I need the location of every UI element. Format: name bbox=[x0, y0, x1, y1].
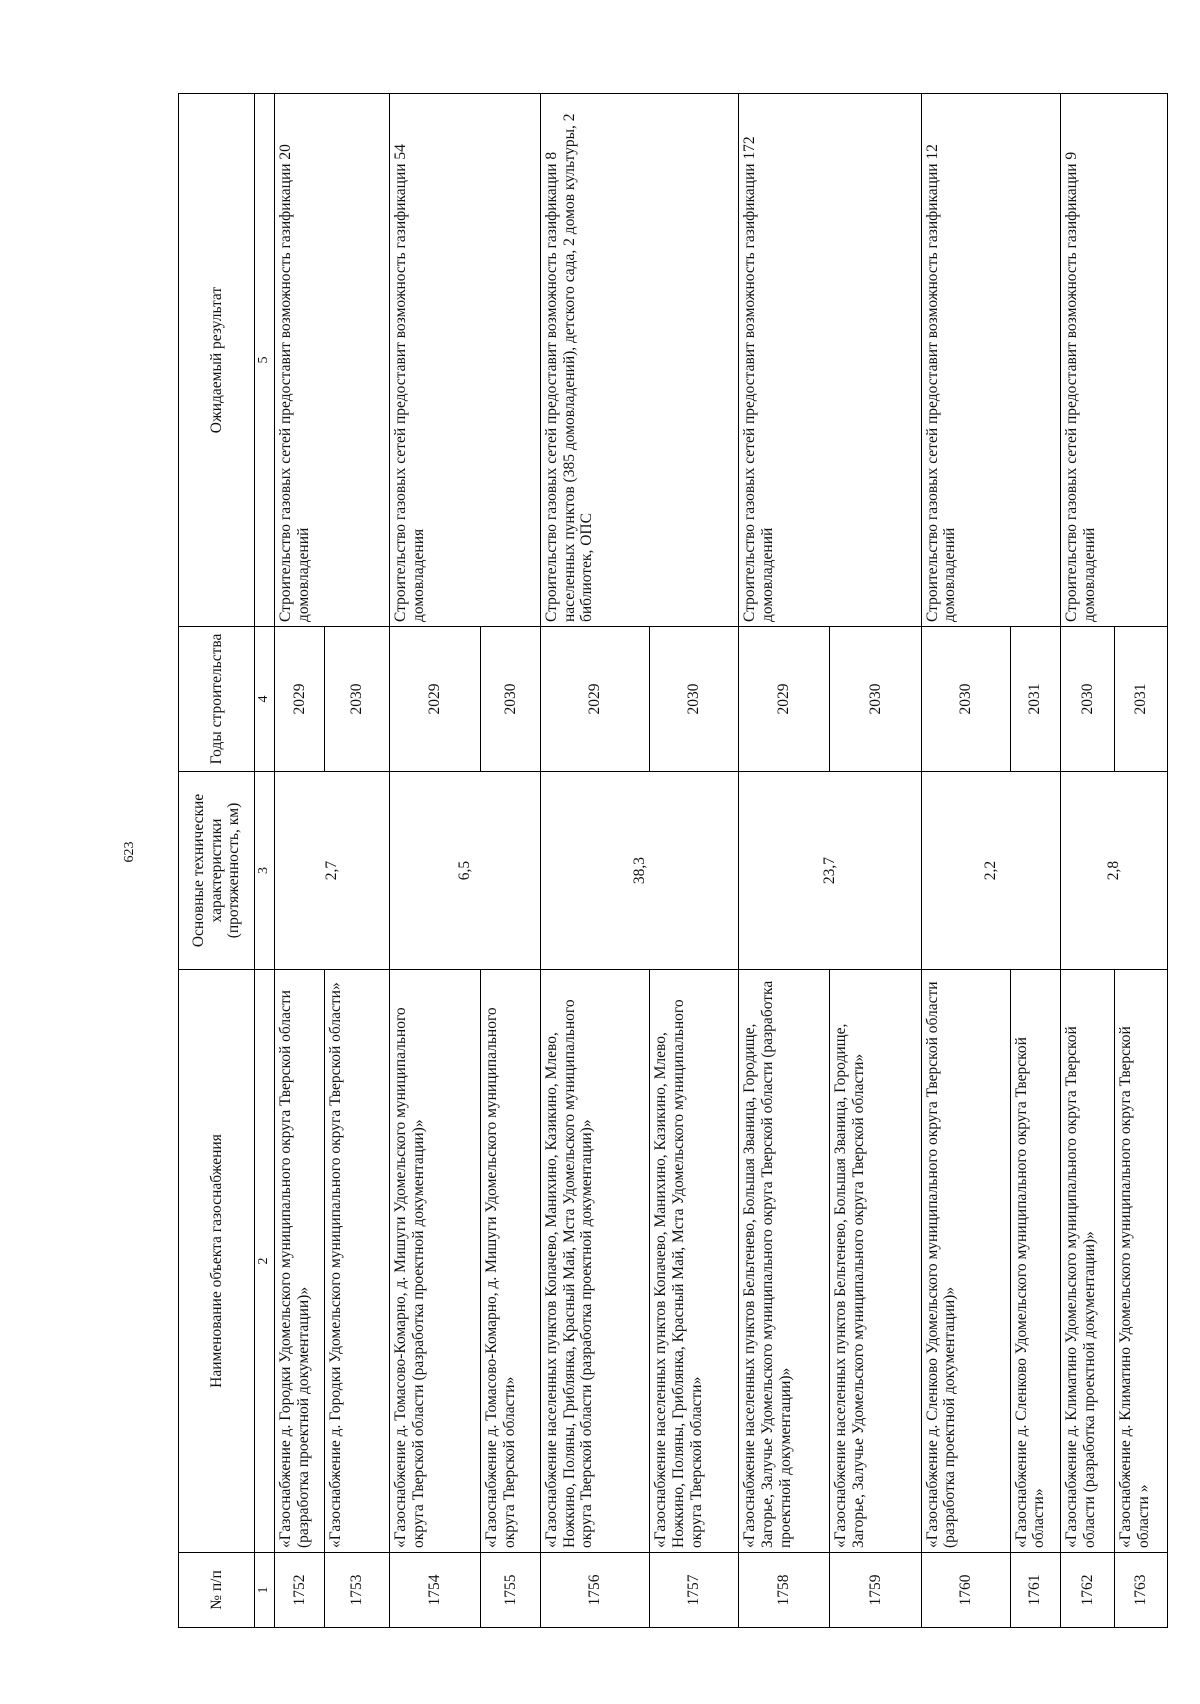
construction-year: 2030 bbox=[921, 627, 1010, 772]
column-number: 2 bbox=[255, 970, 275, 1553]
header-object-name: Наименование объекта газоснабжения bbox=[179, 970, 255, 1553]
length-value: 2,2 bbox=[921, 772, 1060, 970]
row-number: 1760 bbox=[921, 1553, 1010, 1628]
gasification-table bbox=[178, 93, 1168, 1628]
construction-year: 2029 bbox=[275, 627, 325, 772]
length-value: 38,3 bbox=[540, 772, 738, 970]
object-name: «Газоснабжение населенных пунктов Бельтенево, Большая Званица, Городище, Загорье, Залучье Удомельского муниципального округа Тверской области (разработка проектной документации)» bbox=[739, 970, 830, 1553]
column-number-row bbox=[255, 94, 275, 1628]
row-number: 1755 bbox=[481, 1553, 540, 1628]
table-row bbox=[739, 94, 830, 1628]
row-number: 1756 bbox=[540, 1553, 649, 1628]
construction-year: 2030 bbox=[650, 627, 739, 772]
construction-year: 2030 bbox=[830, 627, 921, 772]
object-name: «Газоснабжение д. Городки Удомельского муниципального округа Тверской области» bbox=[325, 970, 390, 1553]
length-value: 23,7 bbox=[739, 772, 921, 970]
expected-result: Строительство газовых сетей предоставит возможность газификации 12 домовладений bbox=[921, 94, 1060, 627]
object-name: «Газоснабжение д. Томасово-Комарно, д. Мишуги Удомельского муниципального округа Тверской области» bbox=[481, 970, 540, 1553]
construction-year: 2030 bbox=[325, 627, 390, 772]
row-number: 1763 bbox=[1115, 1553, 1168, 1628]
object-name: «Газоснабжение д. Сленково Удомельского муниципального округа Тверской области» bbox=[1010, 970, 1060, 1553]
construction-year: 2030 bbox=[1060, 627, 1115, 772]
header-years: Годы строительства bbox=[179, 627, 255, 772]
object-name: «Газоснабжение д. Климатино Удомельского муниципального округа Тверской области (разработка проектной документации)» bbox=[1060, 970, 1115, 1553]
expected-result: Строительство газовых сетей предоставит возможность газификации 8 населенных пунктов (385 домовладений), детского сада, 2 домов культуры, 2 библиотек, ОПС bbox=[540, 94, 738, 627]
row-number: 1757 bbox=[650, 1553, 739, 1628]
construction-year: 2031 bbox=[1115, 627, 1168, 772]
object-name: «Газоснабжение населенных пунктов Копачево, Манихино, Казикино, Млево, Ножкино, Поляны, Гриблянка, Красный Май, Мста Удомельского муниципального округа Тверской области» bbox=[650, 970, 739, 1553]
length-value: 2,7 bbox=[275, 772, 390, 970]
expected-result: Строительство газовых сетей предоставит возможность газификации 20 домовладений bbox=[275, 94, 390, 627]
object-name: «Газоснабжение д. Томасово-Комарно, д. Мишуги Удомельского муниципального округа Тверской области (разработка проектной документации)» bbox=[390, 970, 481, 1553]
construction-year: 2031 bbox=[1010, 627, 1060, 772]
page-number-text: 623 bbox=[122, 841, 137, 863]
header-result: Ожидаемый результат bbox=[179, 94, 255, 627]
row-number: 1759 bbox=[830, 1553, 921, 1628]
length-value: 2,8 bbox=[1060, 772, 1167, 970]
table-row bbox=[921, 94, 1010, 1628]
column-number: 1 bbox=[255, 1553, 275, 1628]
row-number: 1758 bbox=[739, 1553, 830, 1628]
construction-year: 2029 bbox=[540, 627, 649, 772]
header-row bbox=[179, 94, 255, 1628]
construction-year: 2030 bbox=[481, 627, 540, 772]
object-name: «Газоснабжение д. Климатино Удомельского муниципального округа Тверской области » bbox=[1115, 970, 1168, 1553]
row-number: 1762 bbox=[1060, 1553, 1115, 1628]
expected-result: Строительство газовых сетей предоставит возможность газификации 9 домовладений bbox=[1060, 94, 1167, 627]
table-row bbox=[540, 94, 649, 1628]
table-row bbox=[1060, 94, 1115, 1628]
header-number: № п/п bbox=[179, 1553, 255, 1628]
object-name: «Газоснабжение д. Сленково Удомельского муниципального округа Тверской области (разработка проектной документации)» bbox=[921, 970, 1010, 1553]
object-name: «Газоснабжение населенных пунктов Копачево, Манихино, Казикино, Млево, Ножкино, Поляны, Гриблянка, Красный Май, Мста Удомельского муниципального округа Тверской области (разработка проектной документации)» bbox=[540, 970, 649, 1553]
row-number: 1752 bbox=[275, 1553, 325, 1628]
length-value: 6,5 bbox=[390, 772, 541, 970]
object-name: «Газоснабжение населенных пунктов Бельтенево, Большая Званица, Городище, Загорье, Залучье Удомельского муниципального округа Тверской области» bbox=[830, 970, 921, 1553]
column-number: 5 bbox=[255, 94, 275, 627]
column-number: 4 bbox=[255, 627, 275, 772]
construction-year: 2029 bbox=[390, 627, 481, 772]
gasification-table-container bbox=[178, 94, 1168, 1628]
row-number: 1754 bbox=[390, 1553, 481, 1628]
table-row bbox=[390, 94, 481, 1628]
expected-result: Строительство газовых сетей предоставит возможность газификации 54 домовладения bbox=[390, 94, 541, 627]
table-row bbox=[275, 94, 325, 1628]
construction-year: 2029 bbox=[739, 627, 830, 772]
row-number: 1753 bbox=[325, 1553, 390, 1628]
header-characteristics: Основные технические характеристики (протяженность, км) bbox=[179, 772, 255, 970]
expected-result: Строительство газовых сетей предоставит возможность газификации 172 домовладений bbox=[739, 94, 921, 627]
column-number: 3 bbox=[255, 772, 275, 970]
row-number: 1761 bbox=[1010, 1553, 1060, 1628]
object-name: «Газоснабжение д. Городки Удомельского муниципального округа Тверской области (разработка проектной документации)» bbox=[275, 970, 325, 1553]
